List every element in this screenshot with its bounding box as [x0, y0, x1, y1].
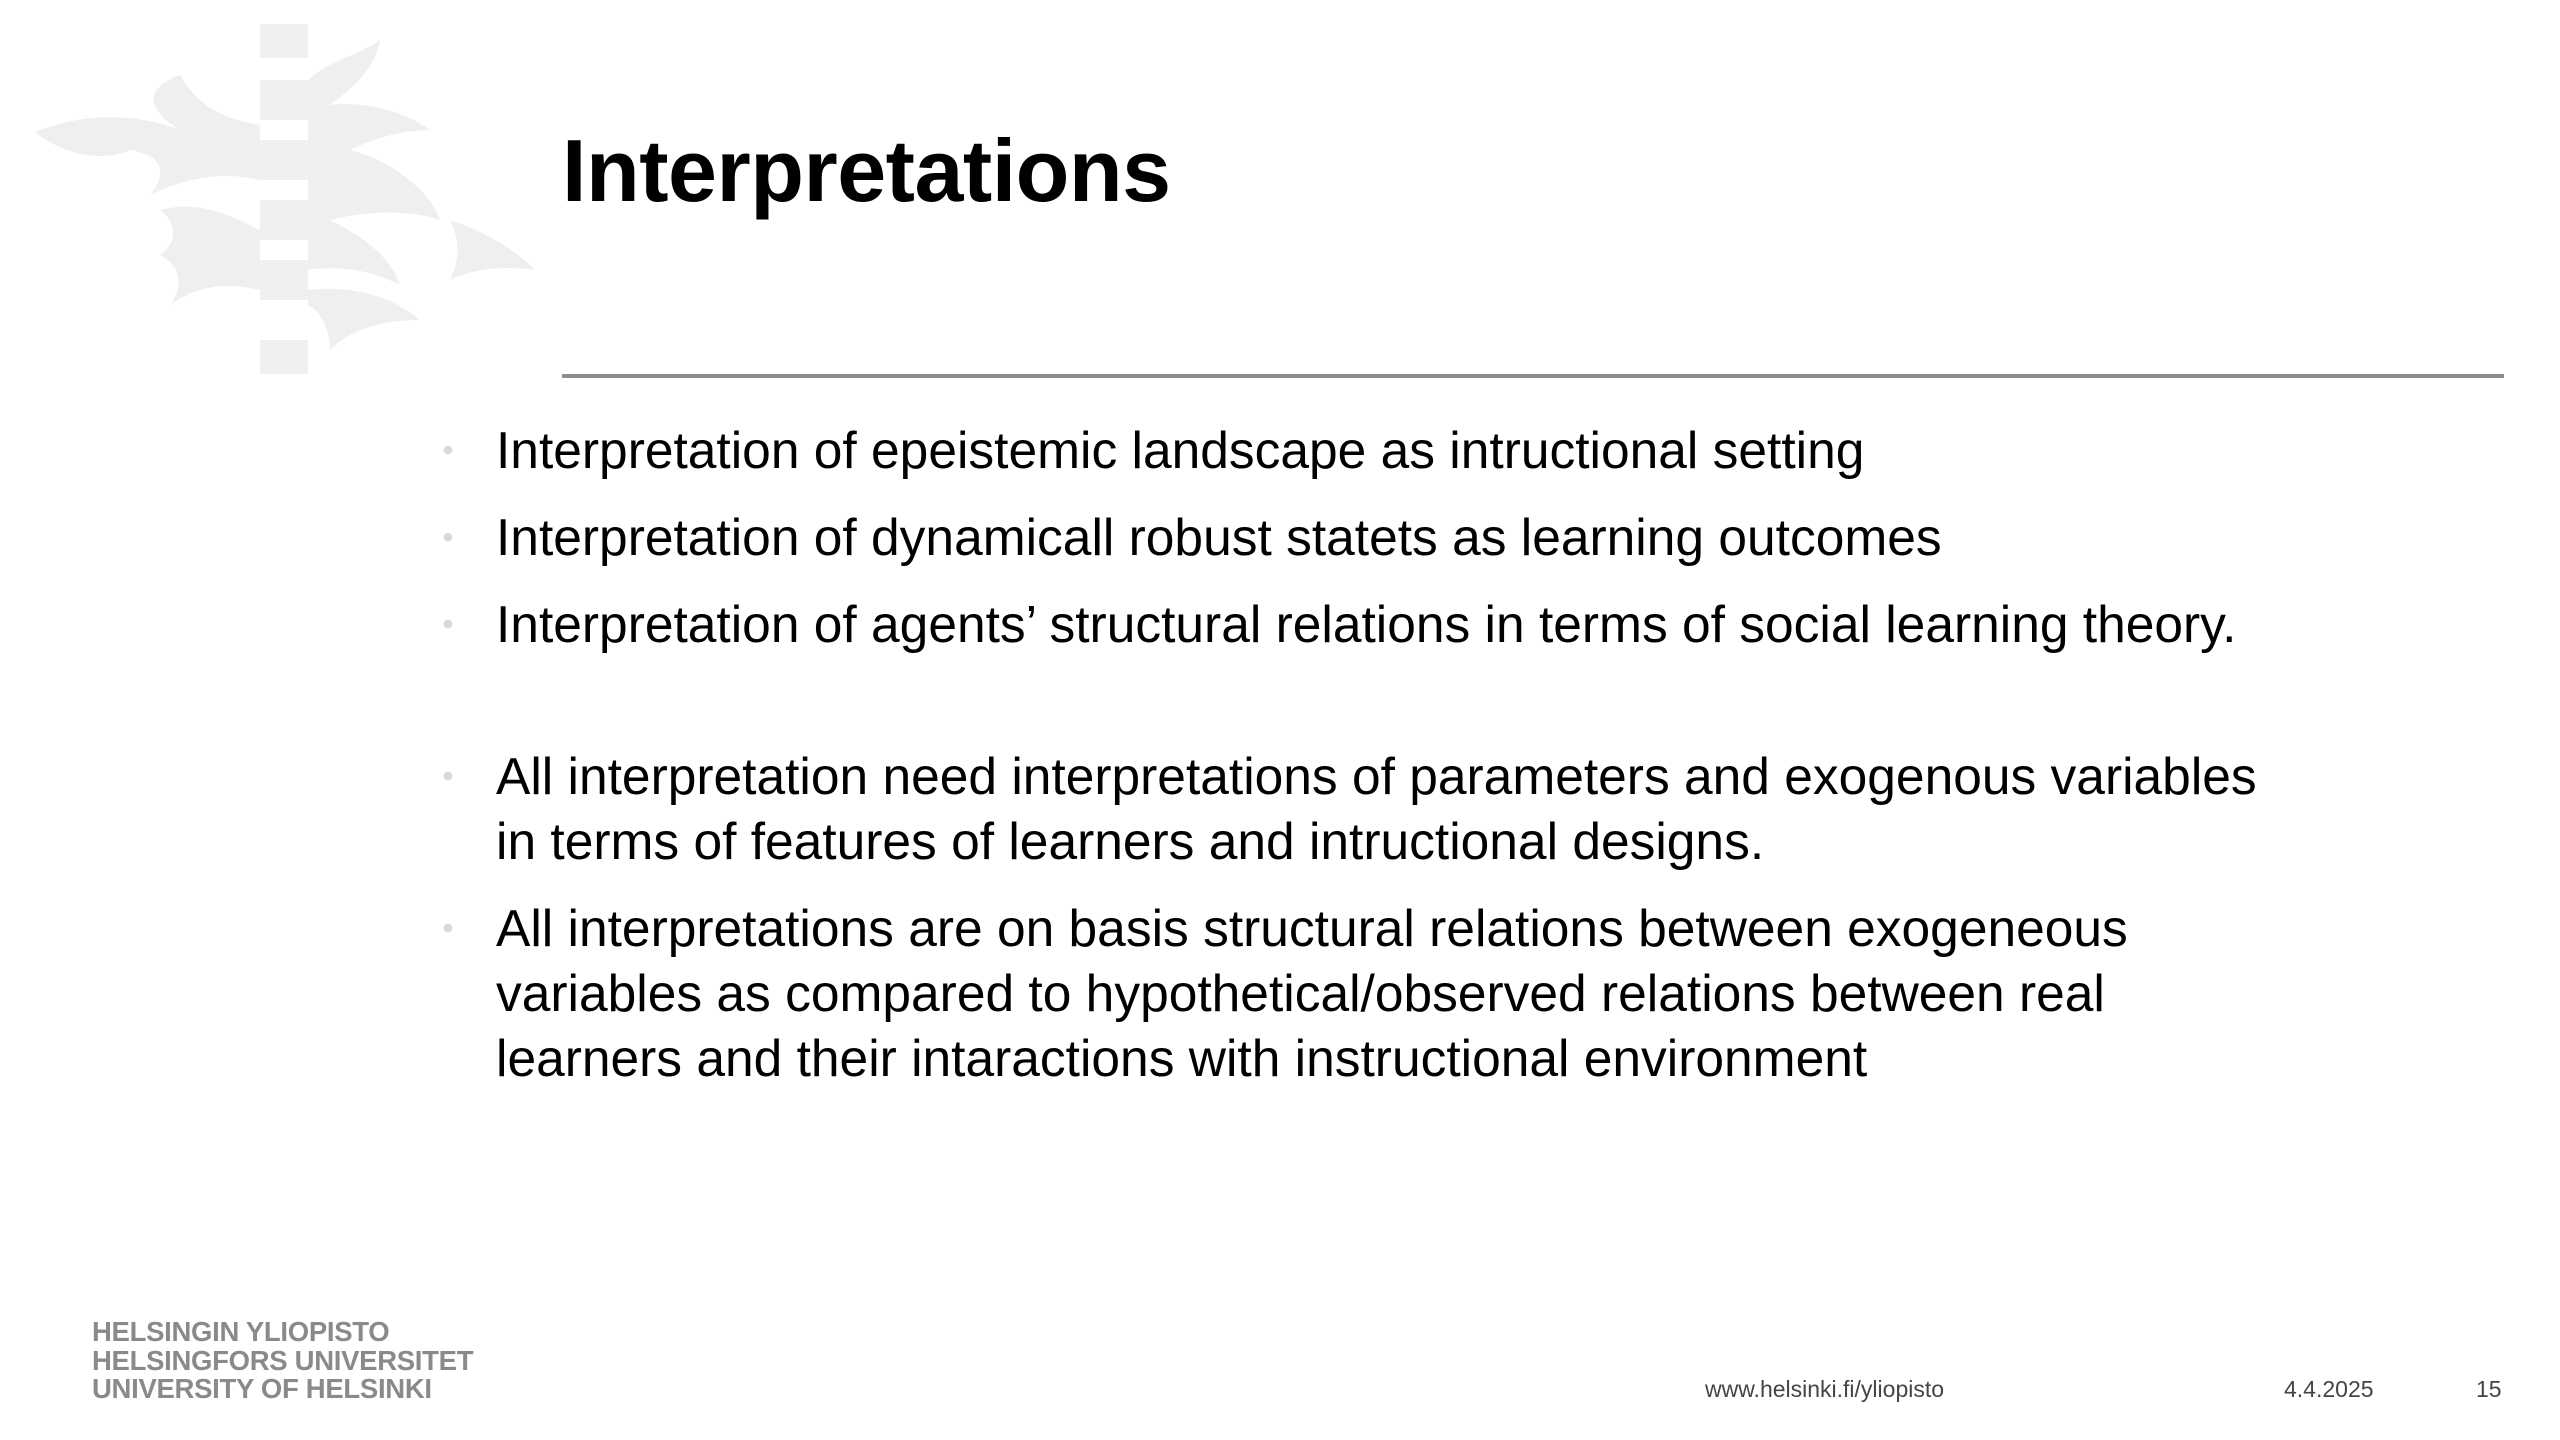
- bullet-glyph: •: [442, 606, 454, 642]
- bullet-item: [438, 505, 2258, 570]
- title-divider: [562, 374, 2504, 378]
- bullet-text: Interpretation of epeistemic landscape as intructional setting: [496, 421, 1865, 479]
- footer-url: www.helsinki.fi/yliopisto: [1705, 1376, 1945, 1402]
- bullet-glyph: •: [442, 758, 454, 794]
- bullet-list: [438, 418, 2258, 1113]
- logo-line-swedish: HELSINGFORS UNIVERSITET: [92, 1344, 474, 1376]
- bullet-item: [438, 418, 2258, 483]
- bullet-text: All interpretation need interpretations of parameters and exogenous variables in terms of features of learners and intructional designs.: [496, 747, 2257, 870]
- slide-title: Interpretations: [562, 121, 1171, 220]
- footer-page-number: 15: [2476, 1376, 2502, 1402]
- bullet-glyph: •: [442, 432, 454, 468]
- university-flame-watermark-icon: [30, 20, 550, 390]
- bullet-text: Interpretation of dynamicall robust statets as learning outcomes: [496, 508, 1942, 566]
- footer-date: 4.4.2025: [2284, 1376, 2374, 1402]
- bullet-text: All interpretations are on basis structural relations between exogeneous variables as compared to hypothetical/observed relations between real learners and their intaractions with instructional environment: [496, 899, 2128, 1087]
- bullet-item: [438, 592, 2258, 657]
- bullet-text: Interpretation of agents’ structural relations in terms of social learning theory.: [496, 595, 2237, 653]
- bullet-item: [438, 896, 2258, 1091]
- bullet-glyph: •: [442, 519, 454, 555]
- bullet-glyph: •: [442, 910, 454, 946]
- logo-line-english: UNIVERSITY OF HELSINKI: [92, 1373, 432, 1404]
- bullet-item: [438, 744, 2258, 874]
- logo-line-finnish: HELSINGIN YLIOPISTO: [92, 1316, 390, 1347]
- university-logo-text: [92, 1318, 473, 1404]
